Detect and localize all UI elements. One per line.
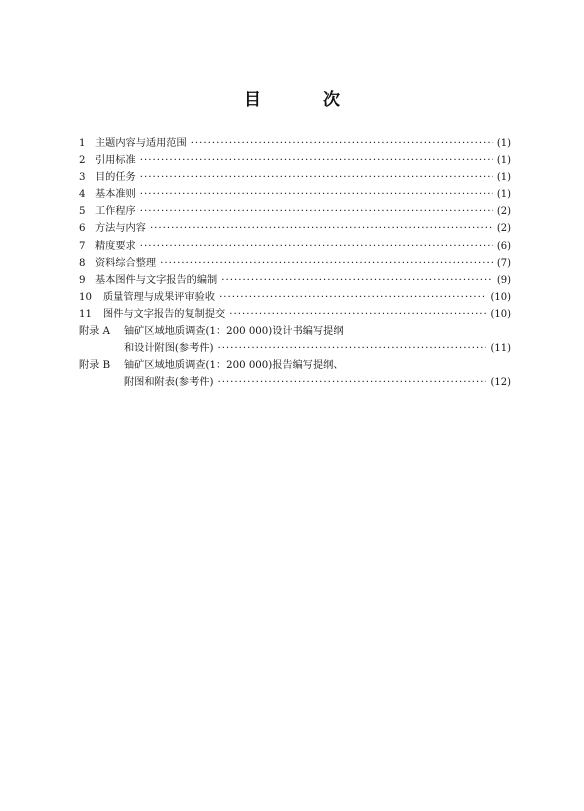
toc-entry bbox=[79, 169, 511, 186]
toc-entry-title: 基本图件与文字报告的编制 bbox=[95, 274, 218, 286]
toc-entry-title: 质量管理与成果评审验收 bbox=[103, 291, 216, 303]
appendix-a-line-1 bbox=[79, 323, 511, 340]
appendix-b-line-2 bbox=[79, 374, 511, 391]
dot-leader bbox=[217, 374, 486, 391]
appendix-a-line-2 bbox=[79, 340, 511, 357]
appendix-a-page: (11) bbox=[490, 343, 511, 355]
toc-entry-title: 图件与文字报告的复制提交 bbox=[103, 308, 226, 320]
toc-entry-page: (7) bbox=[496, 257, 511, 269]
dot-leader bbox=[221, 272, 493, 289]
appendix-a-title-line-2: 和设计附图(参考件) bbox=[124, 343, 214, 355]
dot-leader bbox=[229, 306, 486, 323]
toc-entry-title: 基本准则 bbox=[95, 189, 136, 201]
toc-entry-title: 方法与内容 bbox=[95, 223, 146, 235]
page-title: 目 次 bbox=[244, 90, 368, 110]
appendix-a-title-line-1: 铀矿区域地质调查(1：200 000)设计书编写提纲 bbox=[124, 326, 344, 338]
dot-leader bbox=[140, 169, 493, 186]
appendix-b-title-line-1: 铀矿区域地质调查(1：200 000)报告编写提纲、 bbox=[124, 360, 344, 372]
toc-entry-number: 2 bbox=[79, 155, 86, 167]
toc-entry-page: (1) bbox=[496, 138, 511, 149]
appendix-b-title-line-2: 附图和附表(参考件) bbox=[124, 377, 214, 389]
toc-entry-number: 6 bbox=[79, 223, 86, 235]
toc-entry-title: 精度要求 bbox=[95, 240, 136, 252]
toc-entry bbox=[79, 186, 511, 203]
dot-leader bbox=[140, 238, 493, 255]
toc-entry bbox=[79, 238, 511, 255]
toc-entry-number: 4 bbox=[79, 189, 86, 201]
toc-entry-number: 7 bbox=[79, 240, 86, 252]
dot-leader bbox=[191, 135, 493, 152]
appendix-b-label: 附录 B bbox=[79, 360, 111, 372]
dot-leader bbox=[160, 255, 493, 272]
toc-entry-title: 资料综合整理 bbox=[95, 257, 157, 269]
toc-entry-title: 主题内容与适用范围 bbox=[95, 138, 187, 149]
toc-entry-number: 3 bbox=[79, 172, 86, 184]
toc-entry-page: (9) bbox=[496, 274, 511, 286]
toc-entry-number: 8 bbox=[79, 257, 86, 269]
dot-leader bbox=[150, 220, 493, 237]
toc-entry-number: 1 bbox=[79, 138, 86, 149]
dot-leader bbox=[219, 289, 486, 306]
toc-entry-page: (6) bbox=[496, 240, 511, 252]
toc-entry-number: 10 bbox=[79, 291, 92, 303]
dot-leader bbox=[140, 152, 493, 169]
toc-entry bbox=[79, 272, 511, 289]
toc-entry bbox=[79, 255, 511, 272]
appendix-b-page: (12) bbox=[490, 377, 511, 389]
table-of-contents bbox=[79, 135, 511, 391]
toc-entry-number: 11 bbox=[79, 308, 92, 320]
toc-entry-page: (1) bbox=[496, 172, 511, 184]
dot-leader bbox=[140, 186, 493, 203]
toc-entry-page: (1) bbox=[496, 155, 511, 167]
toc-entry-page: (1) bbox=[496, 189, 511, 201]
toc-entry-number: 9 bbox=[79, 274, 86, 286]
toc-entry-page: (2) bbox=[496, 206, 511, 218]
toc-entry bbox=[79, 135, 511, 152]
dot-leader bbox=[140, 203, 493, 220]
toc-entry bbox=[79, 203, 511, 220]
toc-entry-title: 目的任务 bbox=[95, 172, 136, 184]
appendix-b-line-1 bbox=[79, 357, 511, 374]
toc-entry-title: 引用标准 bbox=[95, 155, 136, 167]
toc-entry bbox=[79, 306, 511, 323]
toc-entry bbox=[79, 152, 511, 169]
toc-entry-page: (10) bbox=[490, 291, 511, 303]
toc-entry-page: (10) bbox=[490, 308, 511, 320]
dot-leader bbox=[217, 340, 486, 357]
toc-entry-page: (2) bbox=[496, 223, 511, 235]
toc-entry-number: 5 bbox=[79, 206, 86, 218]
toc-entry-title: 工作程序 bbox=[95, 206, 136, 218]
toc-entry bbox=[79, 289, 511, 306]
appendix-a-label: 附录 A bbox=[79, 326, 110, 338]
toc-entry bbox=[79, 220, 511, 237]
